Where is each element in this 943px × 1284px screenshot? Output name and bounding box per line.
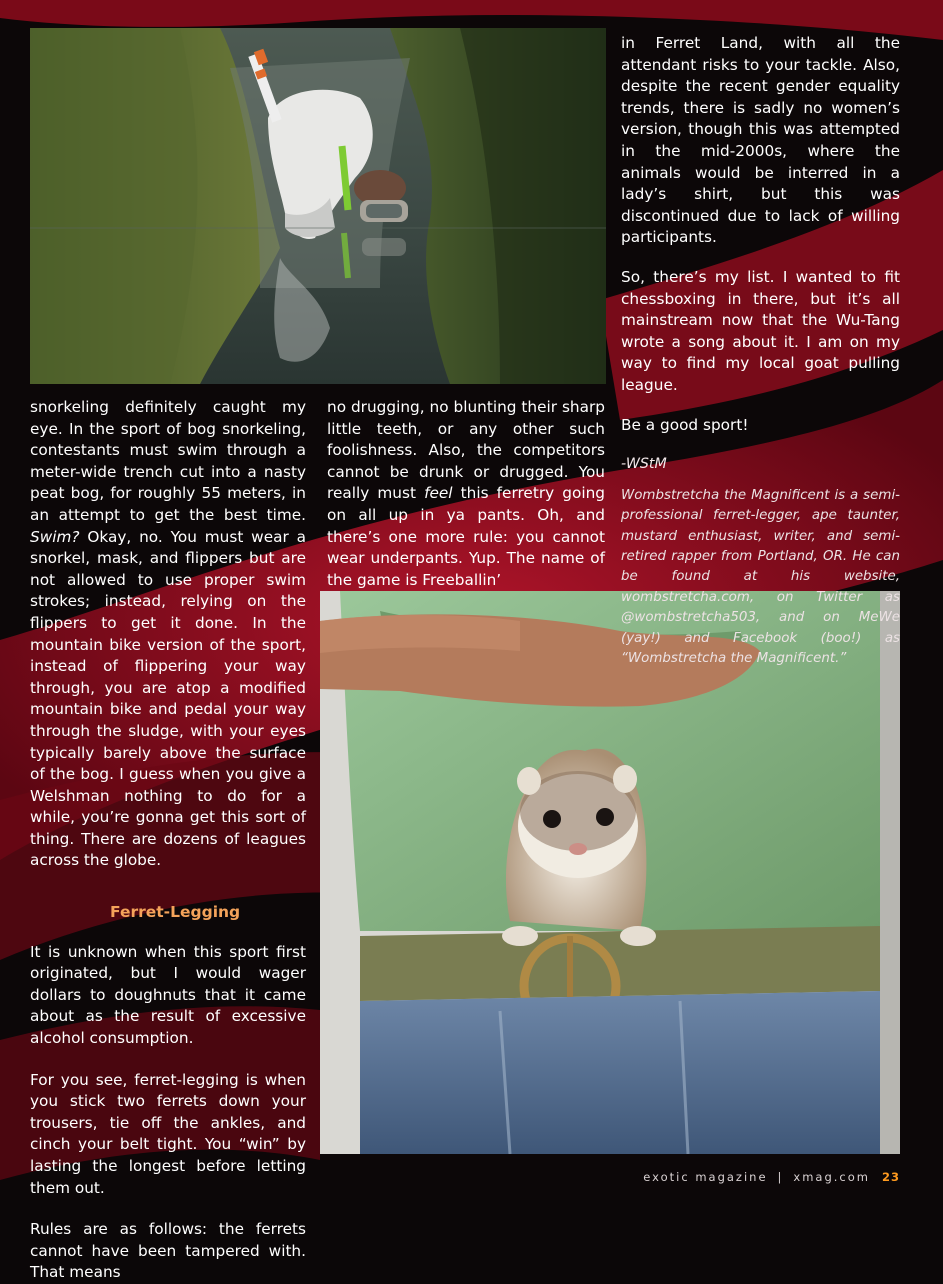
column1-paragraph-3: For you see, ferret-legging is when you stick two ferrets down your trousers, tie off the ankles, and cinch your belt tight. You “win” by lasting the longest before letting them out. xyxy=(30,1070,306,1197)
column3-paragraph-1: in Ferret Land, with all the attendant risks to your tackle. Also, despite the recent gender equality trends, there is sadly no women’s version, though this was attempted in the mid-2000s, where the animals would be interred in a lady’s shirt, but this was discontinued due to lack of willing participants. xyxy=(621,34,900,247)
bog-snorkeling-photo-image xyxy=(30,28,606,384)
column1-paragraph-1-emphasis: Swim? xyxy=(30,527,80,546)
column3-paragraph-3: Be a good sport! xyxy=(621,415,749,434)
column1-paragraph-1 xyxy=(30,397,306,872)
column2-paragraph-1-head: no drugging, no blunting their sharp little teeth, or any other such foolishness. Also, the competitors cannot be drunk or drugged. You really must xyxy=(327,398,605,503)
column2-paragraph-1 xyxy=(327,397,605,591)
author-bio: Wombstretcha the Magnificent is a semi-professional ferret-legger, ape taunter, mustard enthusiast, writer, and semi-retired rapper from Portland, OR. He can be found at his website, wombstretcha.com, on Twitter as @wombstretcha503, and on MeWe (yay!) and Facebook (boo!) as “Wombstretcha the Magnificent.” xyxy=(621,487,900,666)
footer-site-link[interactable]: xmag.com xyxy=(793,1170,870,1184)
article-column-1 xyxy=(30,397,306,1284)
footer-magazine-name: exotic magazine xyxy=(643,1170,768,1184)
bog-snorkeling-photo xyxy=(30,28,606,384)
author-signature: -WStM xyxy=(621,456,667,473)
page-footer xyxy=(643,1170,900,1184)
column1-paragraph-4: Rules are as follows: the ferrets cannot have been tampered with. That means xyxy=(30,1220,306,1282)
column3-paragraph-2: So, there’s my list. I wanted to fit chessboxing in there, but it’s all mainstream now that the Wu-Tang wrote a song about it. I am on my way to find my local goat pulling league. xyxy=(621,267,900,394)
footer-separator: | xyxy=(777,1170,784,1184)
ferret-legging-subhead: Ferret-Legging xyxy=(110,903,241,922)
column2-paragraph-1-tail: this ferretry going on all up in ya pants. Oh, and there’s one more rule: you cannot wear underpants. Yup. The name of the game is Freeballin’ xyxy=(327,484,605,589)
article-column-3 xyxy=(621,33,900,669)
column1-paragraph-2: It is unknown when this sport first originated, but I would wager dollars to doughnuts that it came about as the result of excessive alcohol consumption. xyxy=(30,942,306,1048)
page-number: 23 xyxy=(881,1170,900,1184)
ferret-legging-photo-image xyxy=(320,591,900,1154)
article-column-2 xyxy=(327,397,605,591)
column1-paragraph-1-tail: Okay, no. You must wear a snorkel, mask, and flippers but are not allowed to use proper swim strokes; instead, relying on the flippers to get it done. In the mountain bike version of the sport, instead of flippering your way through, you are atop a modified mountain bike and pedal your way through the sludge, with your eyes typically barely above the surface of the bog. I guess when you give a Welshman nothing to do for a while, you’re gonna get this sort of thing. There are dozens of leagues across the globe. xyxy=(30,527,306,870)
column1-paragraph-1-text: snorkeling definitely caught my eye. In the sport of bog snorkeling, contestants must swim through a meter-wide trench cut into a nasty peat bog, for roughly 55 meters, in an attempt to get the best time. xyxy=(30,398,306,524)
ferret-legging-photo xyxy=(320,591,900,1154)
column2-paragraph-1-emphasis: feel xyxy=(424,484,453,503)
